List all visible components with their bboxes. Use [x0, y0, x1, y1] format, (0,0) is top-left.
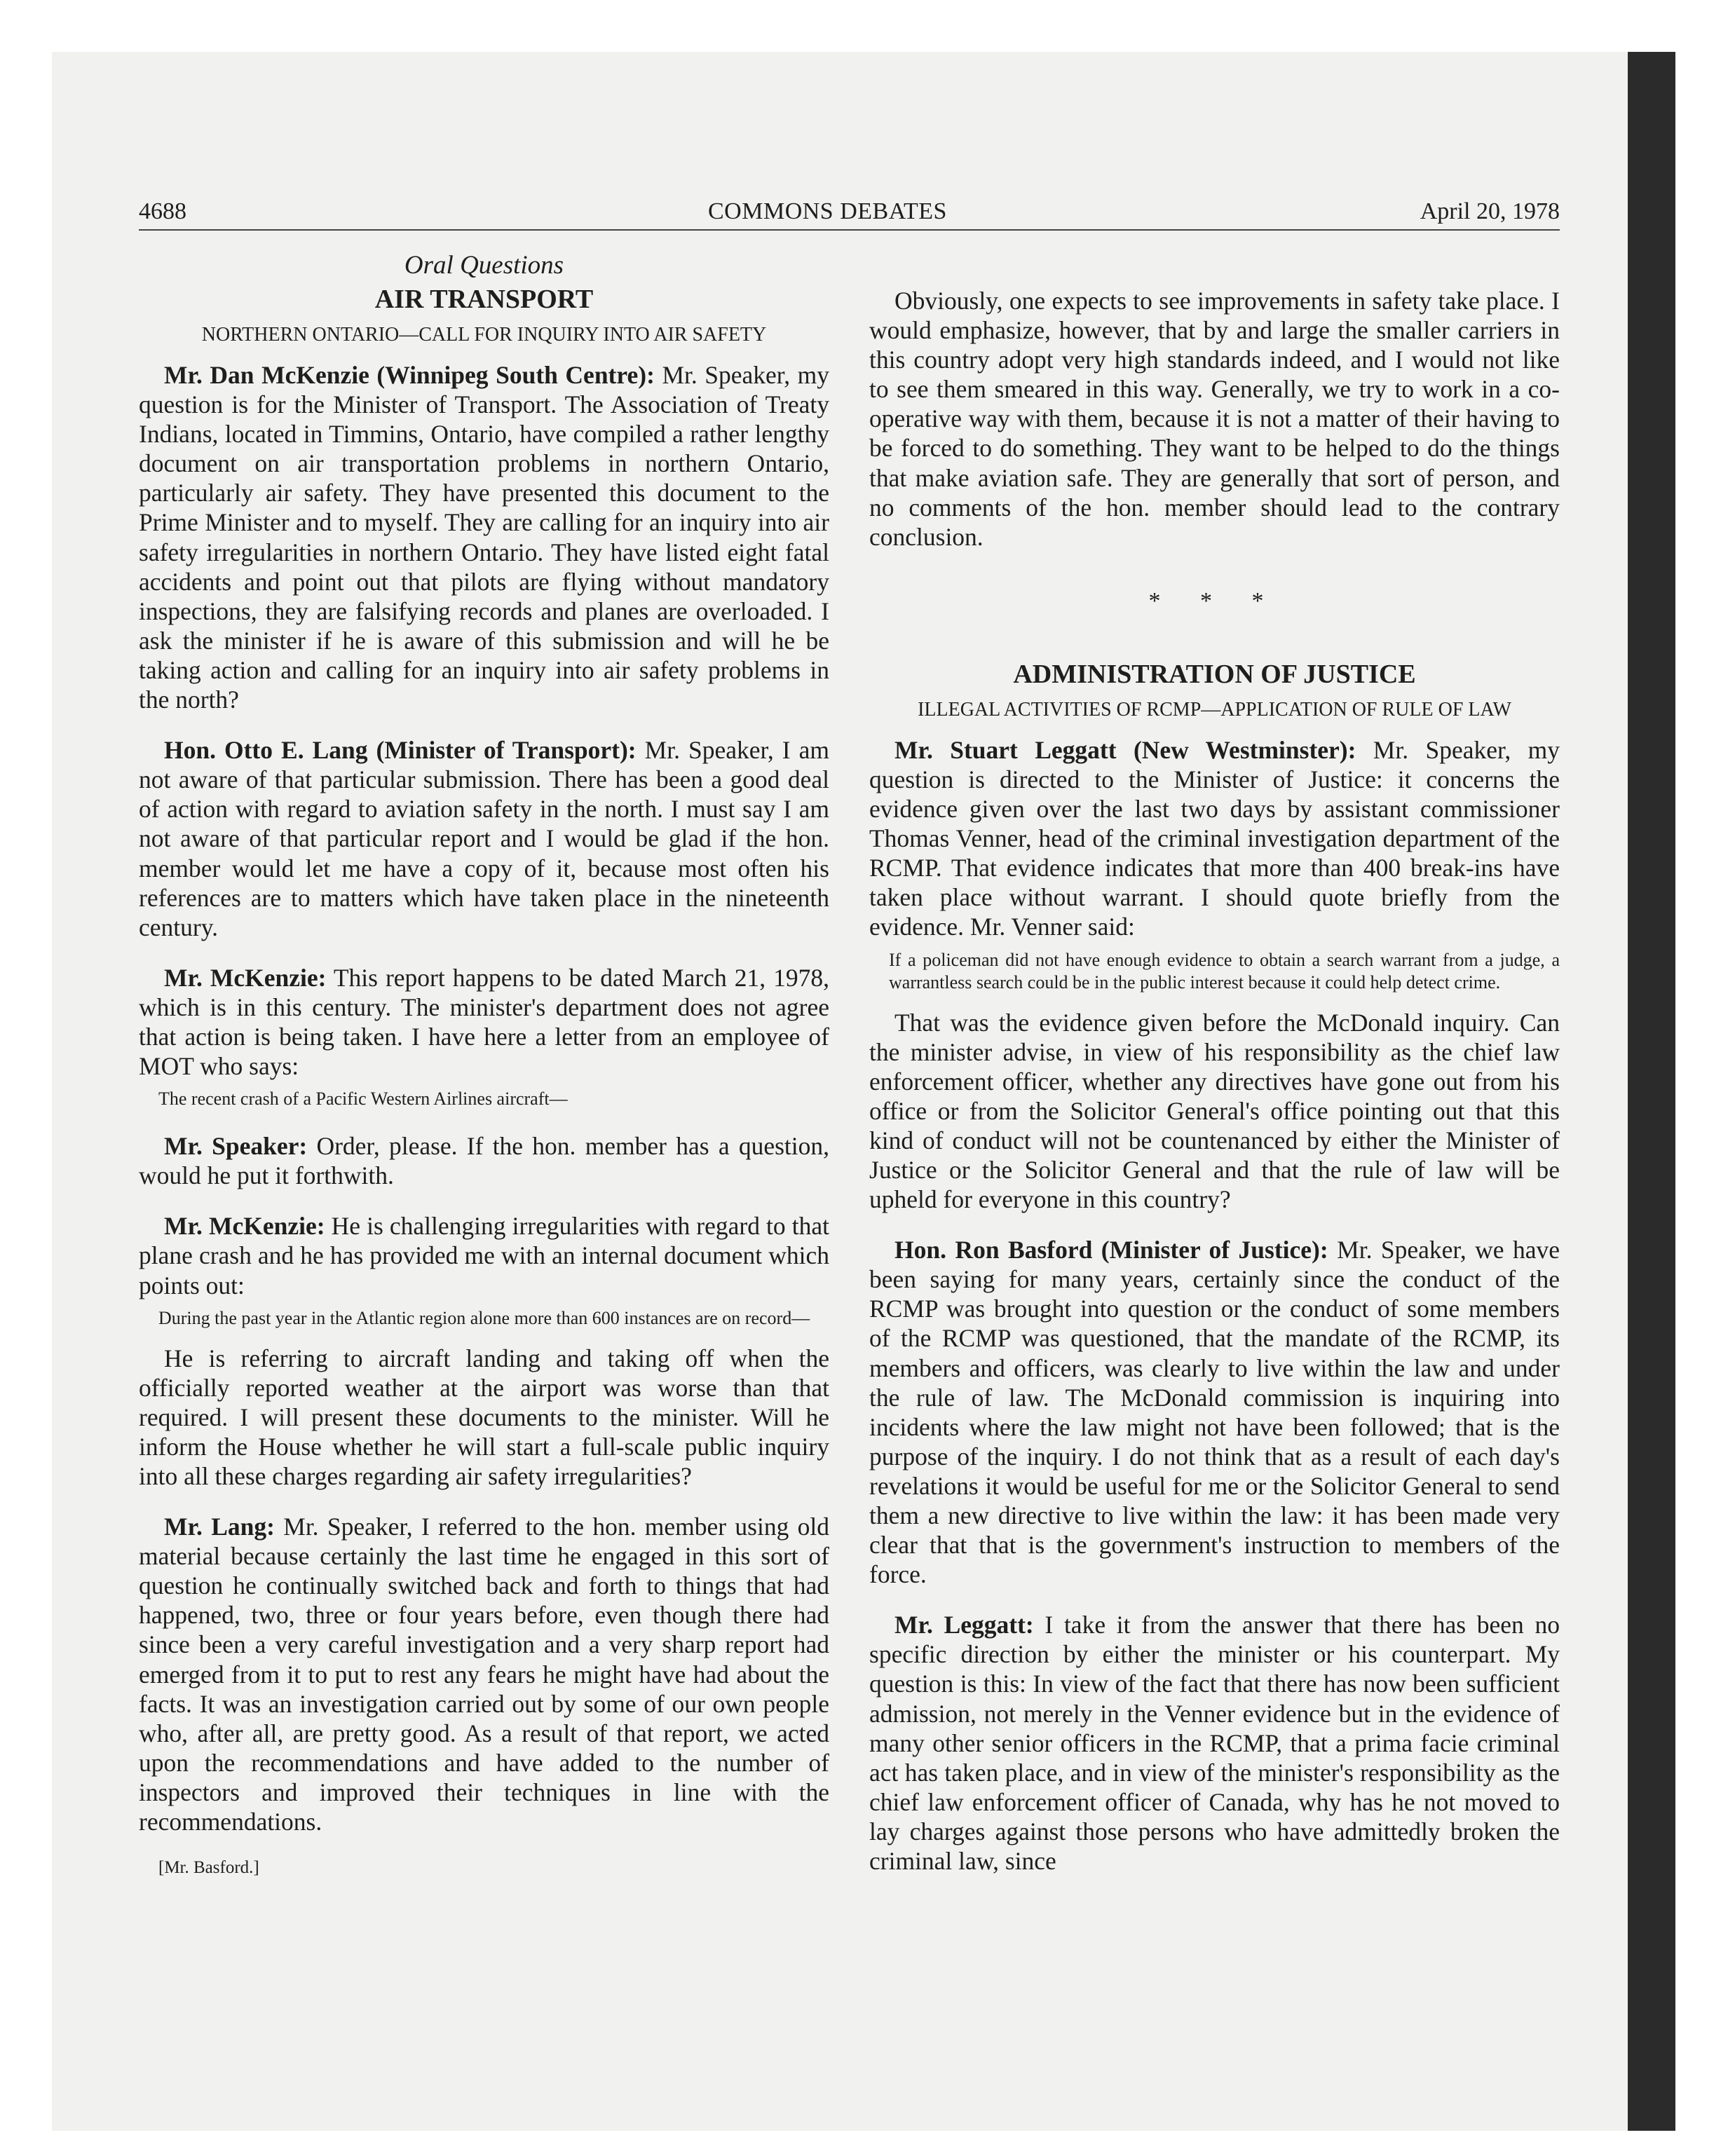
paragraph	[139, 1211, 829, 1299]
speaker-name: Mr. Leggatt:	[894, 1611, 1034, 1639]
paragraph-text: This report happens to be dated March 21, 1978, which is in this century. The minister's department does not agree that action is being taken. I have here a letter from an employee of MOT who says:	[139, 963, 829, 1081]
page-number: 4688	[139, 198, 186, 224]
speaker-footer-tag: [Mr. Basford.]	[158, 1858, 259, 1878]
speaker-name: Mr. McKenzie:	[164, 963, 327, 992]
speaker-name: Mr. Dan McKenzie (Winnipeg South Centre):	[164, 361, 655, 389]
publication-title: COMMONS DEBATES	[708, 198, 947, 224]
paragraph-text: Mr. Speaker, I referred to the hon. member using old material because certainly the last time he engaged in this sort of question he continually switched back and forth to things that had happened, two, three or four years before, even though there had since been a very careful investigation and a very sharp report had emerged from it to put to rest any fears he might have had about the facts. It was an investigation carried out by some of our own people who, after all, are pretty good. As a result of that report, we acted upon the recommendations and have added to the number of inspectors and improved their techniques in line with the recommendations.	[139, 1513, 829, 1836]
speaker-name: Mr. Lang:	[164, 1513, 275, 1541]
speaker-name: Hon. Ron Basford (Minister of Justice):	[894, 1236, 1328, 1264]
block-quote: The recent crash of a Pacific Western Airlines aircraft—	[158, 1089, 568, 1110]
paragraph-text: Mr. Speaker, I am not aware of that particular submission. There has been a good deal of action with regard to aviation safety in the north. I must say I am not aware of that particular report and I would be glad if the hon. member would let me have a copy of it, because most often his references are to matters which have taken place in the nineteenth century.	[139, 736, 829, 941]
block-quote: During the past year in the Atlantic region alone more than 600 instances are on record—	[158, 1307, 810, 1328]
section-subtitle: ILLEGAL ACTIVITIES OF RCMP—APPLICATION OF RULE OF LAW	[918, 698, 1511, 721]
paragraph	[869, 1235, 1560, 1589]
section-title: AIR TRANSPORT	[374, 285, 594, 314]
paragraph-text: I take it from the answer that there has been no specific direction by either the minister or his counterpart. My question is this: In view of the fact that there has now been sufficient admission, not merely in the Venner evidence but in the evidence of many other senior officers in the RCMP, that a prima facie criminal act has taken place, and in view of the minister's responsibility as the chief law enforcement officer of Canada, why has he not moved to lay charges against those persons who have admittedly broken the criminal law, since	[869, 1611, 1560, 1876]
publication-date: April 20, 1978	[1420, 198, 1560, 224]
header-rule	[139, 229, 1560, 231]
paragraph	[869, 735, 1560, 942]
speaker-name: Hon. Otto E. Lang (Minister of Transport):	[164, 736, 637, 765]
paragraph	[139, 360, 829, 714]
left-column	[139, 250, 829, 1878]
paragraph	[139, 735, 829, 942]
paragraph-text: Mr. Speaker, we have been saying for many years, certainly since the conduct of the RCMP was brought into question or the conduct of some members of the RCMP was questioned, that the mandate of the RCMP, its members and officers, was clearly to live within the law and under the rule of law. The McDonald commission is inquiring into incidents where the law might not have been followed; that is the purpose of the inquiry. I do not think that as a result of each day's revelations it would be useful for me or the Solicitor General to send them a new directive to live within the law: it has been made very clear that that is the government's instruction to members of the force.	[869, 1236, 1560, 1589]
paragraph-text: Mr. Speaker, my question is directed to the Minister of Justice: it concerns the evidence given over the last two days by assistant commissioner Thomas Venner, head of the criminal investigation department of the RCMP. That evidence indicates that more than 400 break-ins have taken place without warrant. I should quote briefly from the evidence. Mr. Venner said:	[869, 735, 1560, 941]
block-quote: If a policeman did not have enough evidence to obtain a search warrant from a judge, a warrantless search could be in the public interest because it could help detect crime.	[889, 949, 1560, 992]
paragraph	[139, 963, 829, 1081]
paragraph-text: Order, please. If the hon. member has a question, would he put it forthwith.	[139, 1132, 830, 1190]
paragraph: He is referring to aircraft landing and taking off when the officially reported weather at the airport was worse than that required. I will present these documents to the minister. Will he inform the House whether he will start a full-scale public inquiry into all these charges regarding air safety irregularities?	[139, 1344, 829, 1490]
paragraph	[869, 1610, 1560, 1876]
paragraph-text: Mr. Speaker, my question is for the Minister of Transport. The Association of Treaty Indians, located in Timmins, Ontario, have compiled a rather lengthy document on air transportation problems in northern Ontario, particularly air safety. They have presented this document to the Prime Minister and to myself. They are calling for an inquiry into air safety irregularities in northern Ontario. They have listed eight fatal accidents and point out that pilots are flying without mandatory inspections, they are falsifying records and planes are overloaded. I ask the minister if he is aware of this submission and will he be taking action and calling for an inquiry into air safety problems in the north?	[139, 361, 829, 714]
section-subtitle: NORTHERN ONTARIO—CALL FOR INQUIRY INTO AIR SAFETY	[201, 324, 767, 346]
speaker-name: Mr. McKenzie:	[164, 1212, 325, 1241]
speaker-name: Mr. Speaker:	[164, 1132, 308, 1161]
right-column	[869, 250, 1560, 1876]
paragraph	[139, 1131, 829, 1190]
section-label: Oral Questions	[404, 251, 564, 280]
section-title: ADMINISTRATION OF JUSTICE	[1013, 659, 1416, 689]
paragraph	[139, 1512, 829, 1836]
section-separator: * * *	[1148, 587, 1281, 614]
paragraph-text: He is challenging irregularities with regard to that plane crash and he has provided me with an internal document which points out:	[139, 1212, 829, 1299]
paragraph: Obviously, one expects to see improvements in safety take place. I would emphasize, however, that by and large the smaller carriers in this country adopt very high standards indeed, and I would not like to see them smeared in this way. Generally, we try to work in a co-operative way with them, because it is not a matter of their having to be forced to do something. They want to be helped to do the things that make aviation safe. They are generally that sort of person, and no comments of the hon. member should lead to the contrary conclusion.	[869, 287, 1560, 551]
paragraph: That was the evidence given before the McDonald inquiry. Can the minister advise, in view of his responsibility as the chief law enforcement officer, whether any directives have gone out from his office or from the Solicitor General's office pointing out that this kind of conduct will not be countenanced by either the Minister of Justice or the Solicitor General and that the rule of law will be upheld for everyone in this country?	[869, 1008, 1560, 1214]
speaker-name: Mr. Stuart Leggatt (New Westminster):	[894, 735, 1356, 764]
